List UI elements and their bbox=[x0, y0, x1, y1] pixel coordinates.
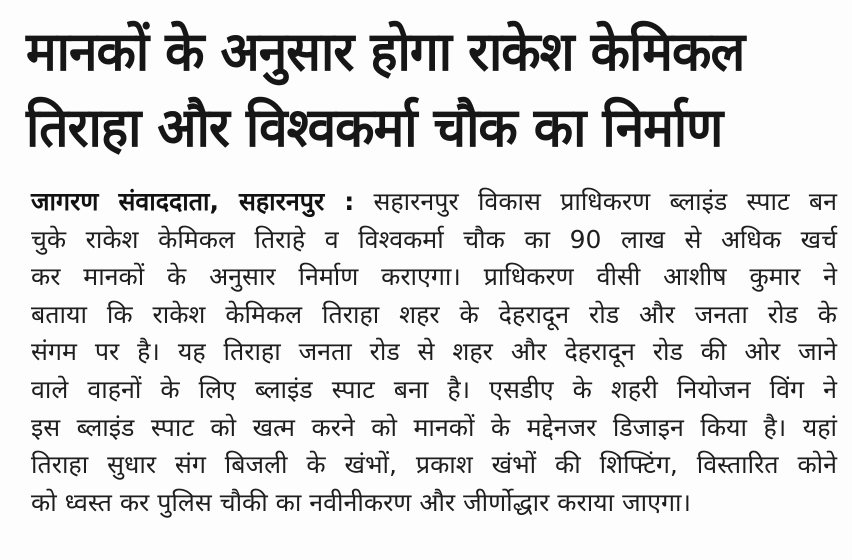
headline-line-1: मानकों के अनुसार होगा राकेश केमिकल bbox=[26, 20, 745, 83]
article-line-6: वाले वाहनों के लिए ब्लाइंड स्पाट बना है। एसडीए के शहरी नियोजन विंग ने bbox=[31, 374, 837, 404]
article-body bbox=[31, 183, 837, 521]
article-line-2: चुके राकेश केमिकल तिराहे व विश्वकर्मा चौक का 90 लाख से अधिक खर्च bbox=[31, 224, 837, 254]
headline-line-2: तिराहा और विश्वकर्मा चौक का निर्माण bbox=[26, 96, 723, 159]
article-line-4: बताया कि राकेश केमिकल तिराहा शहर के देहरादून रोड और जनता रोड के bbox=[31, 299, 837, 329]
article-line-1 bbox=[31, 183, 837, 221]
article-line-7: इस ब्लाइंड स्पाट को खत्म करने को मानकों के मद्देनजर डिजाइन किया है। यहां bbox=[31, 412, 837, 442]
article-line-9: को ध्वस्त कर पुलिस चौकी का नवीनीकरण और जीर्णोद्धार कराया जाएगा। bbox=[31, 487, 691, 517]
article-line-8: तिराहा सुधार संग बिजली के खंभों, प्रकाश खंभों की शिफ्टिंग, विस्तारित कोने bbox=[31, 450, 837, 480]
article-line-1-text: सहारनपुर विकास प्राधिकरण ब्लाइंड स्पाट बन bbox=[354, 187, 837, 216]
dateline: जागरण संवाददाता, सहारनपुर : bbox=[31, 187, 355, 216]
headline bbox=[26, 14, 836, 166]
article-line-5: संगम पर है। यह तिराहा जनता रोड से शहर और देहरादून रोड की ओर जाने bbox=[31, 337, 837, 367]
article-line-3: कर मानकों के अनुसार निर्माण कराएगा। प्राधिकरण वीसी आशीष कुमार ने bbox=[31, 262, 837, 292]
